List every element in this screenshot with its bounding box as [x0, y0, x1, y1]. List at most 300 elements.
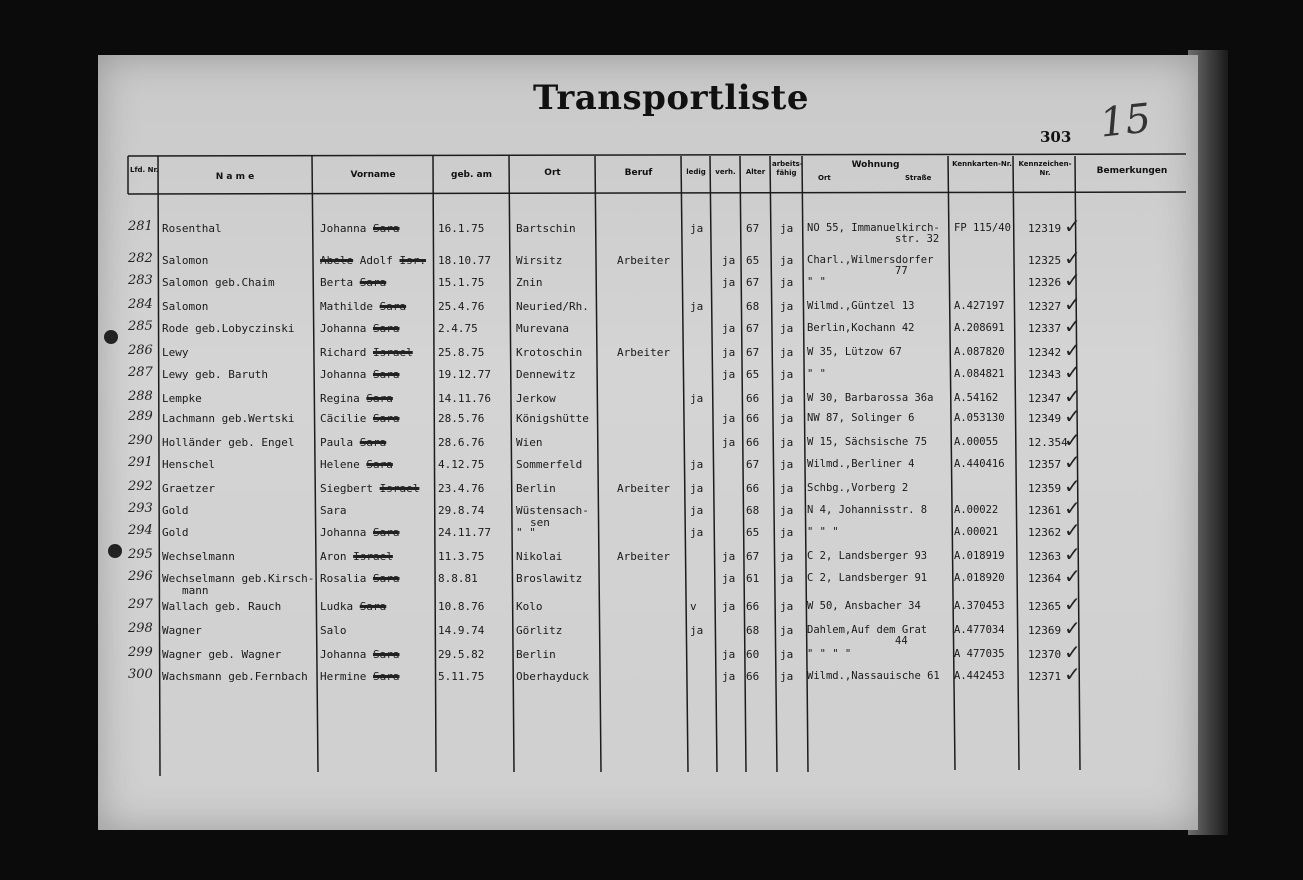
- check-mark-icon: ✓: [1064, 404, 1081, 428]
- header-wohnung-ort: Ort: [818, 174, 831, 182]
- row-alter: 60: [746, 648, 760, 661]
- row-vorname: [320, 412, 399, 425]
- row-ort: Königshütte: [516, 412, 589, 425]
- row-ledig: ja: [690, 392, 704, 405]
- row-kennzeichen: 12319: [1028, 222, 1062, 235]
- header-kennkarten: Kennkarten-Nr.: [952, 160, 1012, 168]
- row-ort: Nikolai: [516, 550, 563, 563]
- page-title: Transportliste: [533, 78, 810, 118]
- row-vorname: [320, 254, 426, 267]
- header-arbeitsfaehig: arbeits-fähig: [772, 160, 803, 177]
- row-wohnung: W 50, Ansbacher 34: [807, 600, 921, 612]
- row-ledig: ja: [690, 526, 704, 539]
- row-kennkarte: A.208691: [954, 322, 1005, 334]
- row-vorname: [320, 276, 386, 289]
- page-number: 303: [1040, 128, 1072, 146]
- header-ort: Ort: [544, 168, 561, 178]
- row-wohnung: W 35, Lützow 67: [807, 346, 902, 358]
- struck-text: Isr.: [399, 254, 426, 267]
- row-kennzeichen: 12347: [1028, 392, 1062, 405]
- col-rule: [595, 156, 601, 772]
- col-rule: [1013, 156, 1019, 770]
- row-geb: 19.12.77: [438, 368, 491, 381]
- row-wohnung: NW 87, Solinger 6: [807, 412, 915, 424]
- row-alter: 66: [746, 482, 760, 495]
- header-name: N a m e: [215, 172, 255, 182]
- struck-text: Sara: [372, 648, 400, 661]
- row-vorname: [320, 648, 399, 661]
- vorname-text: Hermine: [320, 670, 367, 683]
- row-alter: 66: [746, 436, 760, 449]
- row-ledig: ja: [690, 222, 704, 235]
- row-ort: Görlitz: [516, 624, 563, 637]
- row-kennkarte: A.018919: [954, 550, 1005, 562]
- header-geb-am: geb. am: [451, 170, 492, 180]
- check-mark-icon: ✓: [1064, 428, 1081, 452]
- row-vorname: [320, 222, 399, 235]
- row-verh: ja: [722, 648, 736, 661]
- row-name: Lachmann geb.Wertski: [162, 412, 295, 425]
- vorname-text: Johanna: [320, 526, 367, 539]
- row-number: 291: [128, 455, 153, 470]
- row-kennkarte: A.084821: [954, 368, 1005, 380]
- row-kennzeichen: 12342: [1028, 346, 1062, 359]
- row-kennzeichen: 12362: [1028, 526, 1062, 539]
- row-vorname: [320, 300, 406, 313]
- row-ledig: v: [690, 600, 697, 613]
- header-lfd-nr: Lfd. Nr.: [130, 166, 159, 174]
- row-wohnung: C 2, Landsberger 93: [807, 550, 928, 562]
- vorname-text: Rosalia: [320, 572, 367, 585]
- vorname-text: Mathilde: [320, 300, 373, 313]
- row-geb: 29.8.74: [438, 504, 485, 517]
- row-number: 297: [128, 597, 153, 612]
- check-mark-icon: ✓: [1064, 518, 1081, 542]
- row-geb: 23.4.76: [438, 482, 485, 495]
- row-beruf: Arbeiter: [617, 482, 670, 495]
- row-vorname: [320, 526, 399, 539]
- row-alter: 66: [746, 600, 760, 613]
- row-geb: 11.3.75: [438, 550, 485, 563]
- row-wohnung: " ": [807, 276, 826, 288]
- row-verh: ja: [722, 322, 736, 335]
- row-ort: Jerkow: [516, 392, 556, 405]
- row-vorname: [320, 504, 347, 517]
- vorname-text: Paula: [320, 436, 354, 449]
- row-number: 287: [128, 365, 153, 380]
- row-wohnung: N 4, Johannisstr. 8: [807, 504, 928, 516]
- row-ort: " ": [516, 526, 536, 539]
- check-mark-icon: ✓: [1064, 314, 1081, 338]
- struck-text: Sara: [366, 458, 393, 471]
- vorname-text: Johanna: [320, 368, 367, 381]
- row-kennkarte: A 477035: [954, 648, 1005, 660]
- row-geb: 10.8.76: [438, 600, 485, 613]
- check-mark-icon: ✓: [1064, 616, 1081, 640]
- row-arbeitsfaehig: ja: [780, 346, 794, 359]
- row-name: Lewy geb. Baruth: [162, 368, 268, 381]
- row-kennzeichen: 12371: [1028, 670, 1062, 683]
- row-wohnung: C 2, Landsberger 91: [807, 572, 928, 584]
- row-kennzeichen: 12365: [1028, 600, 1062, 613]
- row-geb: 5.11.75: [438, 670, 485, 683]
- row-geb: 2.4.75: [438, 322, 478, 335]
- row-name: Wagner geb. Wagner: [162, 648, 282, 661]
- row-alter: 67: [746, 458, 760, 471]
- row-ort: Berlin: [516, 482, 556, 495]
- check-mark-icon: ✓: [1064, 360, 1081, 384]
- row-arbeitsfaehig: ja: [780, 222, 794, 235]
- row-arbeitsfaehig: ja: [780, 276, 794, 289]
- row-alter: 66: [746, 670, 760, 683]
- row-number: 298: [128, 621, 153, 636]
- header-verh: verh.: [715, 168, 736, 176]
- vorname-text: Richard: [320, 346, 367, 359]
- row-alter: 67: [746, 346, 760, 359]
- row-kennzeichen: 12343: [1028, 368, 1062, 381]
- row-kennkarte: A.018920: [954, 572, 1005, 584]
- struck-text: Sara: [359, 600, 387, 613]
- row-number: 286: [128, 343, 153, 358]
- row-alter: 68: [746, 504, 760, 517]
- row-alter: 67: [746, 550, 760, 563]
- handwritten-page-number: 15: [1097, 95, 1154, 147]
- row-alter: 65: [746, 254, 760, 267]
- vorname-text: Berta: [320, 276, 354, 289]
- row-ledig: ja: [690, 482, 704, 495]
- row-vorname: [320, 436, 386, 449]
- row-vorname: [320, 572, 399, 585]
- row-beruf: Arbeiter: [617, 550, 670, 563]
- row-arbeitsfaehig: ja: [780, 436, 794, 449]
- struck-text: Israel: [372, 346, 413, 359]
- row-kennzeichen: 12326: [1028, 276, 1062, 289]
- vorname-text: Johanna: [320, 648, 367, 661]
- check-mark-icon: ✓: [1064, 384, 1081, 408]
- row-wohnung: Berlin,Kochann 42: [807, 322, 915, 334]
- vorname-text: Johanna: [320, 322, 367, 335]
- header-beruf: Beruf: [624, 168, 653, 178]
- row-ort: Berlin: [516, 648, 556, 661]
- check-mark-icon: ✓: [1064, 662, 1081, 686]
- row-verh: ja: [722, 346, 736, 359]
- row-wohnung: " " " ": [807, 648, 852, 660]
- row-ort: Znin: [516, 276, 543, 289]
- col-rule: [433, 156, 436, 772]
- row-name: Lempke: [162, 392, 202, 405]
- row-alter: 68: [746, 300, 760, 313]
- check-mark-icon: ✓: [1064, 292, 1081, 316]
- row-name: Wechselmann: [162, 550, 235, 563]
- header-bemerkungen: Bemerkungen: [1096, 166, 1168, 176]
- row-kennkarte: A.00055: [954, 436, 999, 448]
- punch-hole: [104, 330, 118, 344]
- row-beruf: Arbeiter: [617, 254, 670, 267]
- row-verh: ja: [722, 670, 736, 683]
- vorname-text: Helene: [320, 458, 360, 471]
- struck-text: Sara: [372, 572, 400, 585]
- header-bottom-rule: [128, 192, 1186, 194]
- col-rule: [312, 156, 318, 772]
- struck-text: Abele: [320, 254, 354, 267]
- struck-text: Sara: [379, 300, 407, 313]
- row-number: 281: [128, 219, 153, 234]
- row-kennkarte: A.00021: [954, 526, 999, 538]
- row-geb: 24.11.77: [438, 526, 491, 539]
- struck-text: Sara: [359, 276, 387, 289]
- row-wohnung: Schbg.,Vorberg 2: [807, 482, 909, 494]
- row-name: Gold: [162, 504, 189, 517]
- row-kennkarte: A.427197: [954, 300, 1005, 312]
- row-geb: 28.5.76: [438, 412, 485, 425]
- row-ledig: ja: [690, 458, 704, 471]
- header-wohnung: Wohnung: [851, 160, 900, 170]
- row-number: 288: [128, 389, 153, 404]
- row-ort: Murevana: [516, 322, 569, 335]
- row-kennkarte: A.053130: [954, 412, 1005, 424]
- row-number: 296: [128, 569, 153, 584]
- vorname-text: Cäcilie: [320, 412, 367, 425]
- row-ort: Kolo: [516, 600, 543, 613]
- row-number: 284: [128, 297, 153, 312]
- row-geb: 25.4.76: [438, 300, 485, 313]
- row-wohnung: Wilmd.,Berliner 4: [807, 458, 915, 470]
- row-name: Rosenthal: [162, 222, 222, 235]
- row-verh: ja: [722, 276, 736, 289]
- row-vorname: [320, 482, 419, 495]
- row-geb: 14.11.76: [438, 392, 491, 405]
- row-name: Salomon geb.Chaim: [162, 276, 275, 289]
- row-ort: Broslawitz: [516, 572, 583, 585]
- row-name: Holländer geb. Engel: [162, 436, 295, 449]
- row-arbeitsfaehig: ja: [780, 648, 794, 661]
- row-arbeitsfaehig: ja: [780, 254, 794, 267]
- row-vorname: [320, 624, 347, 637]
- check-mark-icon: ✓: [1064, 338, 1081, 362]
- check-mark-icon: ✓: [1064, 496, 1081, 520]
- row-wohnung: NO 55, Immanuelkirch-: [807, 222, 940, 234]
- row-alter: 66: [746, 412, 760, 425]
- row-wohnung: " " ": [807, 526, 839, 538]
- row-arbeitsfaehig: ja: [780, 458, 794, 471]
- struck-text: Sara: [372, 526, 400, 539]
- col-rule: [509, 156, 514, 772]
- row-verh: ja: [722, 600, 736, 613]
- row-wohnung-cont: 77: [895, 265, 908, 277]
- row-name: Graetzer: [162, 482, 215, 495]
- struck-text: Sara: [372, 670, 400, 683]
- row-wohnung: W 15, Sächsische 75: [807, 436, 928, 448]
- col-rule: [710, 156, 717, 772]
- row-ort: Oberhayduck: [516, 670, 589, 683]
- row-kennkarte: A.440416: [954, 458, 1005, 470]
- row-ledig: ja: [690, 504, 704, 517]
- row-geb: 25.8.75: [438, 346, 485, 359]
- vorname-text: Siegbert: [320, 482, 373, 495]
- row-arbeitsfaehig: ja: [780, 526, 794, 539]
- row-vorname: [320, 392, 393, 405]
- row-kennzeichen: 12361: [1028, 504, 1062, 517]
- row-alter: 65: [746, 368, 760, 381]
- row-alter: 67: [746, 276, 760, 289]
- header-alter: Alter: [745, 168, 766, 176]
- row-name: Rode geb.Lobyczinski: [162, 322, 295, 335]
- struck-text: Israel: [353, 550, 393, 563]
- row-name-cont: mann: [182, 584, 209, 597]
- row-beruf: Arbeiter: [617, 346, 670, 359]
- row-ort: Dennewitz: [516, 368, 576, 381]
- row-arbeitsfaehig: ja: [780, 368, 794, 381]
- row-wohnung-cont: 44: [895, 635, 908, 647]
- row-number: 293: [128, 501, 153, 516]
- row-number: 299: [128, 645, 153, 660]
- row-kennzeichen: 12357: [1028, 458, 1062, 471]
- row-ort: Neuried/Rh.: [516, 300, 589, 313]
- row-arbeitsfaehig: ja: [780, 600, 794, 613]
- check-mark-icon: ✓: [1064, 246, 1081, 270]
- row-arbeitsfaehig: ja: [780, 550, 794, 563]
- row-ort: Wüstensach-: [516, 504, 589, 517]
- row-ledig: ja: [690, 300, 704, 313]
- row-wohnung: Wilmd.,Güntzel 13: [807, 300, 915, 312]
- row-geb: 18.10.77: [438, 254, 491, 267]
- row-arbeitsfaehig: ja: [780, 670, 794, 683]
- row-arbeitsfaehig: ja: [780, 504, 794, 517]
- row-ort: Bartschin: [516, 222, 576, 235]
- row-ort: Krotoschin: [516, 346, 583, 359]
- row-arbeitsfaehig: ja: [780, 624, 794, 637]
- row-verh: ja: [722, 412, 736, 425]
- row-kennzeichen: 12327: [1028, 300, 1062, 313]
- header-vorname: Vorname: [350, 170, 396, 180]
- header-ledig: ledig: [686, 168, 706, 176]
- row-wohnung: Wilmd.,Nassauische 61: [807, 670, 940, 682]
- struck-text: Sara: [372, 412, 400, 425]
- struck-text: Sara: [372, 368, 400, 381]
- row-number: 290: [128, 433, 153, 448]
- check-mark-icon: ✓: [1064, 268, 1081, 292]
- row-geb: 14.9.74: [438, 624, 485, 637]
- row-ledig: ja: [690, 624, 704, 637]
- row-arbeitsfaehig: ja: [780, 572, 794, 585]
- row-name: Wallach geb. Rauch: [162, 600, 282, 613]
- row-wohnung: Charl.,Wilmersdorfer: [807, 254, 934, 266]
- row-arbeitsfaehig: ja: [780, 392, 794, 405]
- row-number: 283: [128, 273, 153, 288]
- row-name: Salomon: [162, 254, 209, 267]
- check-mark-icon: ✓: [1064, 592, 1081, 616]
- check-mark-icon: ✓: [1064, 450, 1081, 474]
- row-ort: Wien: [516, 436, 543, 449]
- row-number: 285: [128, 319, 153, 334]
- check-mark-icon: ✓: [1064, 474, 1081, 498]
- row-kennzeichen: 12363: [1028, 550, 1062, 563]
- row-kennzeichen: 12349: [1028, 412, 1062, 425]
- struck-text: Israel: [379, 482, 420, 495]
- struck-text: Sara: [366, 392, 393, 405]
- row-ort: Sommerfeld: [516, 458, 583, 471]
- row-wohnung-cont: str. 32: [895, 233, 940, 245]
- row-verh: ja: [722, 436, 736, 449]
- col-rule: [770, 156, 777, 772]
- row-verh: ja: [722, 368, 736, 381]
- check-mark-icon: ✓: [1064, 640, 1081, 664]
- row-kennzeichen: 12364: [1028, 572, 1062, 585]
- struck-text: Sara: [372, 322, 400, 335]
- row-alter: 65: [746, 526, 760, 539]
- vorname-text: Adolf: [359, 254, 393, 267]
- vorname-text: Aron: [320, 550, 347, 563]
- row-wohnung: W 30, Barbarossa 36a: [807, 392, 934, 404]
- row-geb: 4.12.75: [438, 458, 485, 471]
- row-name: Salomon: [162, 300, 209, 313]
- row-ort-cont: sen: [530, 516, 550, 529]
- row-kennkarte: FP 115/40: [954, 222, 1011, 234]
- row-kennzeichen: 12.354: [1028, 436, 1068, 449]
- row-name: Gold: [162, 526, 189, 539]
- row-wohnung: Dahlem,Auf dem Grat: [807, 624, 928, 636]
- row-kennzeichen: 12325: [1028, 254, 1062, 267]
- row-kennzeichen: 12369: [1028, 624, 1062, 637]
- row-arbeitsfaehig: ja: [780, 300, 794, 313]
- row-kennkarte: A.54162: [954, 392, 999, 404]
- row-wohnung: " ": [807, 368, 826, 380]
- row-name: Wagner: [162, 624, 202, 637]
- check-mark-icon: ✓: [1064, 542, 1081, 566]
- row-verh: ja: [722, 254, 736, 267]
- struck-text: Sara: [372, 222, 400, 235]
- vorname-text: Salo: [320, 624, 347, 637]
- row-name: Wechselmann geb.Kirsch-: [162, 572, 315, 585]
- row-alter: 68: [746, 624, 760, 637]
- header-wohnung-strasse: Straße: [905, 174, 932, 182]
- row-alter: 67: [746, 222, 760, 235]
- row-verh: ja: [722, 572, 736, 585]
- row-geb: 28.6.76: [438, 436, 485, 449]
- row-alter: 67: [746, 322, 760, 335]
- row-vorname: [320, 458, 393, 471]
- row-kennkarte: A.370453: [954, 600, 1005, 612]
- row-kennkarte: A.087820: [954, 346, 1005, 358]
- row-kennkarte: A.00022: [954, 504, 999, 516]
- punch-hole: [108, 544, 122, 558]
- row-number: 294: [128, 523, 153, 538]
- row-ort: Wirsitz: [516, 254, 563, 267]
- vorname-text: Ludka: [320, 600, 354, 613]
- row-number: 282: [128, 251, 153, 266]
- row-number: 292: [128, 479, 153, 494]
- row-kennkarte: A.442453: [954, 670, 1005, 682]
- check-mark-icon: ✓: [1064, 564, 1081, 588]
- row-number: 295: [128, 547, 153, 562]
- struck-text: Sara: [359, 436, 387, 449]
- row-vorname: [320, 368, 399, 381]
- row-arbeitsfaehig: ja: [780, 412, 794, 425]
- row-geb: 15.1.75: [438, 276, 485, 289]
- row-vorname: [320, 322, 399, 335]
- check-mark-icon: ✓: [1064, 214, 1081, 238]
- row-kennzeichen: 12359: [1028, 482, 1062, 495]
- row-vorname: [320, 346, 413, 359]
- row-kennzeichen: 12337: [1028, 322, 1062, 335]
- row-vorname: [320, 600, 386, 613]
- row-arbeitsfaehig: ja: [780, 322, 794, 335]
- table-top-rule: [128, 154, 1186, 156]
- row-name: Lewy: [162, 346, 189, 359]
- row-geb: 8.8.81: [438, 572, 478, 585]
- row-name: Henschel: [162, 458, 215, 471]
- row-alter: 61: [746, 572, 760, 585]
